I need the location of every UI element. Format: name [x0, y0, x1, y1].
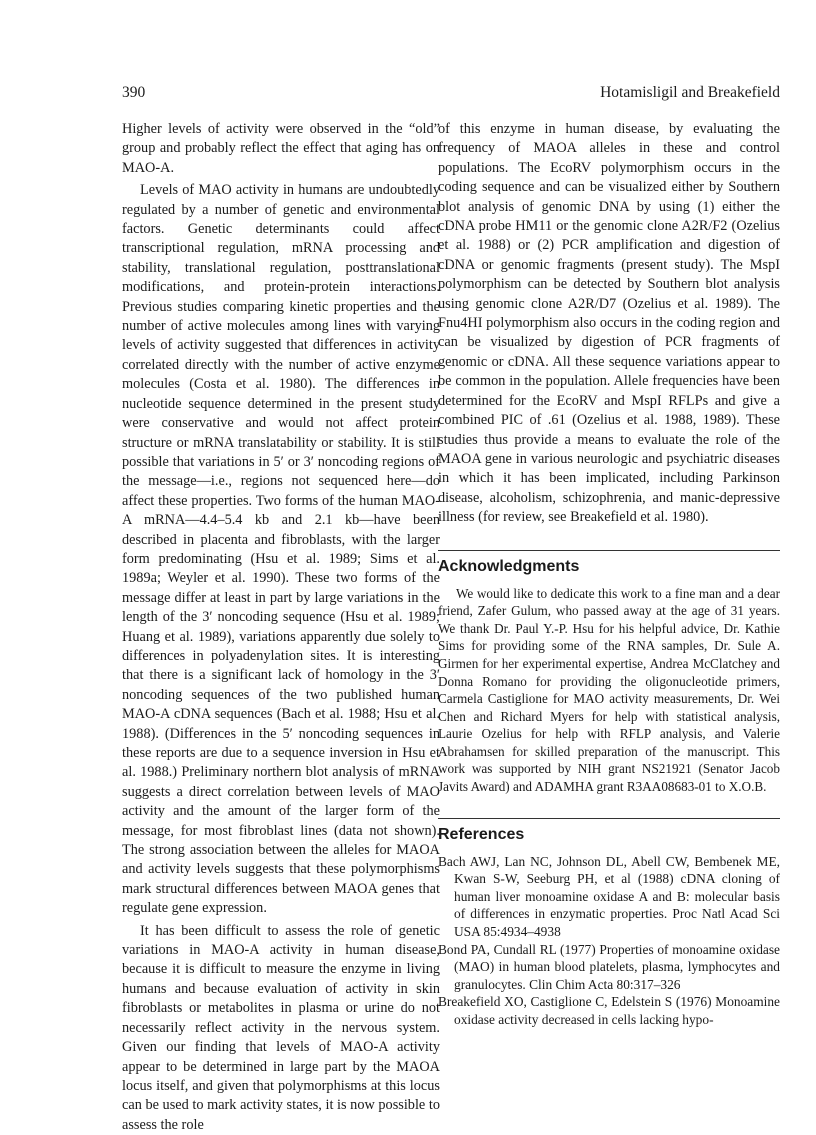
- paragraph-polymorphisms: of this enzyme in human disease, by evaluating the frequency of MAOA alleles in these and control populations. The EcoRV polymorphism occurs in the coding sequence and can be visualized either by Southern blot analysis of genomic DNA by using (1) either the cDNA probe HM11 or the genomic clone A2R/F2 (Ozelius et al. 1988) or (2) PCR amplification and digestion of cDNA or genomic fragments (present study). The MspI polymorphism can be detected by Southern blot analysis using genomic clone A2R/D7 (Ozelius et al. 1989). The Fnu4HI polymorphism also occurs in the coding region and can be visualized by digestion of PCR fragments of genomic or cDNA. All these sequence variations appear to be common in the population. Allele frequencies have been determined for the EcoRV and MspI RFLPs and give a combined PIC of .61 (Ozelius et al. 1988, 1989). These studies thus provide a means to evaluate the role of the MAOA gene in various neurologic and psychiatric diseases in which it has been implicated, including Parkinson disease, alcoholism, schizophrenia, and manic-depressive illness (for review, see Breakefield et al. 1980).: [438, 121, 780, 526]
- reference-item: Bond PA, Cundall RL (1977) Properties of monoamine oxidase (MAO) in human blood platelets, plasma, lymphocytes and granulocytes. Clin Chim Acta 80:317–326: [438, 941, 780, 992]
- acknowledgments-text: We would like to dedicate this work to a fine man and a dear friend, Zafer Gulum, who passed away at the age of 31 years. We thank Dr. Paul Y.-P. Hsu for his helpful advice, Dr. Kathie Sims for providing some of the RNA samples, Dr. Sule A. Girmen for her experimental expertise, Andrea McClatchey and Donna Romano for providing the oligonucleotide primers, Carmela Castiglione for MAO activity measurements, Dr. Wei Chen and Richard Myers for help with statistical analysis, Laurie Ozelius for help with RFLP analysis, and Valerie Abrahamsen for skilled preparation of the manuscript. This work was supported by NIH grant NS21921 (Senator Jacob Javits Award) and ADAMHA grant R3AA08683-01 to X.O.B.: [438, 585, 780, 795]
- acknowledgments-heading: Acknowledgments: [438, 557, 580, 575]
- right-column: [438, 120, 780, 1029]
- left-column: [122, 120, 440, 1135]
- section-rule: [438, 818, 780, 819]
- reference-item: Breakefield XO, Castiglione C, Edelstein S (1976) Monoamine oxidase activity decreased in cells lacking hypo-: [438, 994, 780, 1027]
- paragraph-continued: Higher levels of activity were observed in the “old” group and probably reflect the effect that aging has on MAO-A.: [122, 121, 440, 176]
- references-heading: References: [438, 825, 525, 843]
- page-number: 390: [122, 84, 146, 101]
- section-rule: [438, 550, 780, 551]
- paragraph-regulation: Levels of MAO activity in humans are undoubtedly regulated by a number of genetic and environmental factors. Genetic determinants could affect transcriptional regulation, mRNA processing and stability, translational regulation, posttranslational modifications, and protein-protein interactions. Previous studies comparing kinetic properties and the number of active molecules among lines with varying levels of activity suggested that differences in activity correlated directly with the number of active enzyme molecules (Costa et al. 1980). The differences in nucleotide sequence determined in the present study were conservative and would not affect protein structure or mRNA translatability or stability. It is still possible that variations in 5′ or 3′ noncoding regions of the message—i.e., regions not sequenced here—do affect these properties. Two forms of the human MAO-A mRNA—4.4–5.4 kb and 2.1 kb—have been described in placenta and fibroblasts, with the larger form predominating (Hsu et al. 1989; Sims et al. 1989a; Weyler et al. 1990). These two forms of the message differ at least in part by large variations in the length of the 3′ noncoding sequence (Hsu et al. 1989; Huang et al. 1989), variations apparently due solely to differences in polyadenylation sites. It is interesting that there is a significant lack of homology in the 3′ noncoding sequences of the two published human MAO-A cDNA sequences (Bach et al. 1988; Hsu et al. 1988). (Differences in the 5′ noncoding sequences in these reports are due to a sequence inversion in Hsu et al. 1988.) Preliminary northern blot analysis of mRNA suggests a direct correlation between levels of MAO activity and the amount of the larger form of the message, for most fibroblast lines (data not shown). The strong association between the alleles for MAOA and activity levels suggests that these polymorphisms mark structural differences between MAOA genes that regulate gene expression.: [122, 182, 440, 917]
- page-header: [122, 82, 780, 104]
- reference-item: Bach AWJ, Lan NC, Johnson DL, Abell CW, Bembenek ME, Kwan S-W, Seeburg PH, et al (1988) cDNA cloning of human liver monoamine oxidase A and B: molecular basis of differences in enzymatic properties. Proc Natl Acad Sci USA 85:4934–4938: [438, 853, 780, 940]
- running-head: Hotamisligil and Breakefield: [600, 84, 780, 101]
- paragraph-disease-role: It has been difficult to assess the role of genetic variations in MAO-A activity in human disease, because it is difficult to measure the enzyme in living humans and because evaluation of activity in skin fibroblasts or metabolites in plasma or urine do not necessarily reflect activity in the nervous system. Given our finding that levels of MAO-A activity appear to be determined in large part by the MAOA locus itself, and given that polymorphisms at this locus can be used to mark activity states, it is now possible to assess the role: [122, 922, 440, 1133]
- reference-list: [438, 853, 780, 1029]
